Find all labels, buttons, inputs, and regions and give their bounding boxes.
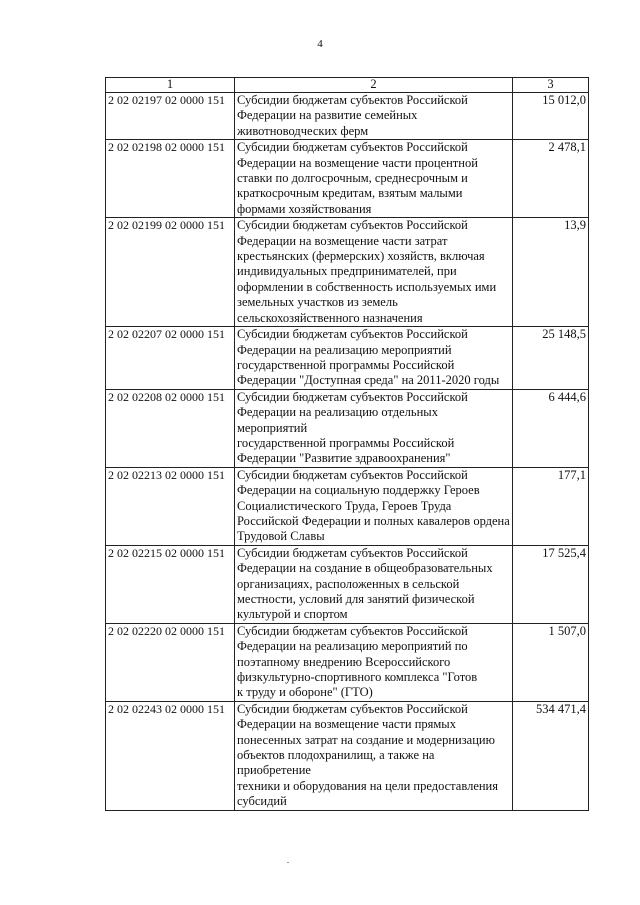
description-cell	[235, 218, 513, 327]
table-body	[106, 93, 589, 811]
scan-speck	[287, 862, 289, 863]
description-line: краткосрочным кредитам, взятым малыми	[237, 186, 463, 201]
description-cell	[235, 327, 513, 390]
table-row	[106, 389, 589, 467]
amount-cell: 177,1	[513, 467, 589, 545]
subsidies-table	[105, 77, 589, 811]
column-header-description: 2	[235, 78, 513, 93]
description-line: Субсидии бюджетам субъектов Российской	[237, 327, 468, 342]
description-line: Федерации на возмещение части затрат	[237, 233, 448, 248]
amount-cell: 2 478,1	[513, 140, 589, 218]
table-row	[106, 327, 589, 390]
description-line: Федерации на возмещение части прямых	[237, 717, 456, 732]
description-line: Федерации "Доступная среда" на 2011-2020 годы	[237, 373, 500, 388]
description-line: Российской Федерации и полных кавалеров ордена	[237, 513, 510, 528]
description-line: крестьянских (фермерских) хозяйств, включая	[237, 249, 485, 264]
description-cell	[235, 93, 513, 140]
description-line: Федерации на реализацию мероприятий	[237, 342, 452, 357]
description-line: Субсидии бюджетам субъектов Российской	[237, 93, 468, 107]
description-line: организациях, расположенных в сельской	[237, 576, 460, 591]
description-line: поэтапному внедрению Всероссийского	[237, 654, 451, 669]
budget-code-cell: 2 02 02198 02 0000 151	[106, 140, 235, 218]
description-line: культурой и спортом	[237, 607, 348, 622]
description-line: понесенных затрат на создание и модернизацию	[237, 732, 495, 747]
table-row	[106, 140, 589, 218]
description-line: ставки по долгосрочным, среднесрочным и	[237, 171, 468, 186]
description-cell	[235, 545, 513, 623]
amount-cell: 13,9	[513, 218, 589, 327]
description-cell	[235, 140, 513, 218]
description-line: государственной программы Российской	[237, 435, 455, 450]
table-header-row	[106, 78, 589, 93]
description-line: Субсидии бюджетам субъектов Российской	[237, 389, 468, 404]
description-line: Субсидии бюджетам субъектов Российской	[237, 140, 468, 155]
description-line: сельскохозяйственного назначения	[237, 310, 423, 325]
table-row	[106, 93, 589, 140]
page-number: 4	[317, 38, 323, 50]
description-line: животноводческих ферм	[237, 123, 369, 138]
amount-cell: 25 148,5	[513, 327, 589, 390]
description-line: государственной программы Российской	[237, 357, 455, 372]
description-line: оформлении в собственность используемых ими	[237, 279, 497, 294]
description-line: Федерации на социальную поддержку Героев	[237, 483, 480, 498]
description-line: Федерации на создание в общеобразовательных	[237, 561, 493, 576]
table-row	[106, 545, 589, 623]
column-header-amount: 3	[513, 78, 589, 93]
description-line: Субсидии бюджетам субъектов Российской	[237, 701, 468, 716]
budget-code-cell: 2 02 02215 02 0000 151	[106, 545, 235, 623]
amount-cell: 15 012,0	[513, 93, 589, 140]
description-cell	[235, 389, 513, 467]
budget-code-cell: 2 02 02207 02 0000 151	[106, 327, 235, 390]
description-line: формами хозяйствования	[237, 201, 372, 216]
table-row	[106, 623, 589, 701]
budget-code-cell: 2 02 02220 02 0000 151	[106, 623, 235, 701]
table-row	[106, 701, 589, 810]
description-cell	[235, 701, 513, 810]
description-line: субсидий	[237, 794, 287, 809]
description-line: физкультурно-спортивного комплекса "Готов	[237, 670, 478, 685]
column-header-code: 1	[106, 78, 235, 93]
table-row	[106, 467, 589, 545]
amount-cell: 17 525,4	[513, 545, 589, 623]
budget-code-cell: 2 02 02243 02 0000 151	[106, 701, 235, 810]
description-line: Трудовой Славы	[237, 529, 325, 544]
description-line: индивидуальных предпринимателей, при	[237, 264, 457, 279]
description-line: техники и оборудования на цели предоставления	[237, 778, 498, 793]
amount-cell: 534 471,4	[513, 701, 589, 810]
description-line: Субсидии бюджетам субъектов Российской	[237, 467, 468, 482]
description-line: Социалистического Труда, Героев Труда	[237, 498, 452, 513]
description-line: Субсидии бюджетам субъектов Российской	[237, 218, 468, 233]
description-line: Федерации на реализацию мероприятий по	[237, 639, 468, 654]
description-line: местности, условий для занятий физической	[237, 592, 475, 606]
budget-code-cell: 2 02 02197 02 0000 151	[106, 93, 235, 140]
description-line: Федерации "Развитие здравоохранения"	[237, 451, 451, 466]
description-line: Субсидии бюджетам субъектов Российской	[237, 623, 468, 638]
description-line: Федерации на реализацию отдельных мероприятий	[237, 405, 438, 435]
description-cell	[235, 467, 513, 545]
description-line: земельных участков из земель	[237, 295, 398, 310]
table-row	[106, 218, 589, 327]
budget-code-cell: 2 02 02213 02 0000 151	[106, 467, 235, 545]
description-line: к труду и обороне" (ГТО)	[237, 685, 373, 700]
budget-code-cell: 2 02 02208 02 0000 151	[106, 389, 235, 467]
description-line: объектов плодохранилищ, а также на приобретение	[237, 748, 435, 778]
amount-cell: 1 507,0	[513, 623, 589, 701]
description-line: Субсидии бюджетам субъектов Российской	[237, 545, 468, 560]
description-cell	[235, 623, 513, 701]
description-line: Федерации на возмещение части процентной	[237, 155, 478, 170]
budget-code-cell: 2 02 02199 02 0000 151	[106, 218, 235, 327]
description-line: Федерации на развитие семейных	[237, 108, 418, 123]
amount-cell: 6 444,6	[513, 389, 589, 467]
